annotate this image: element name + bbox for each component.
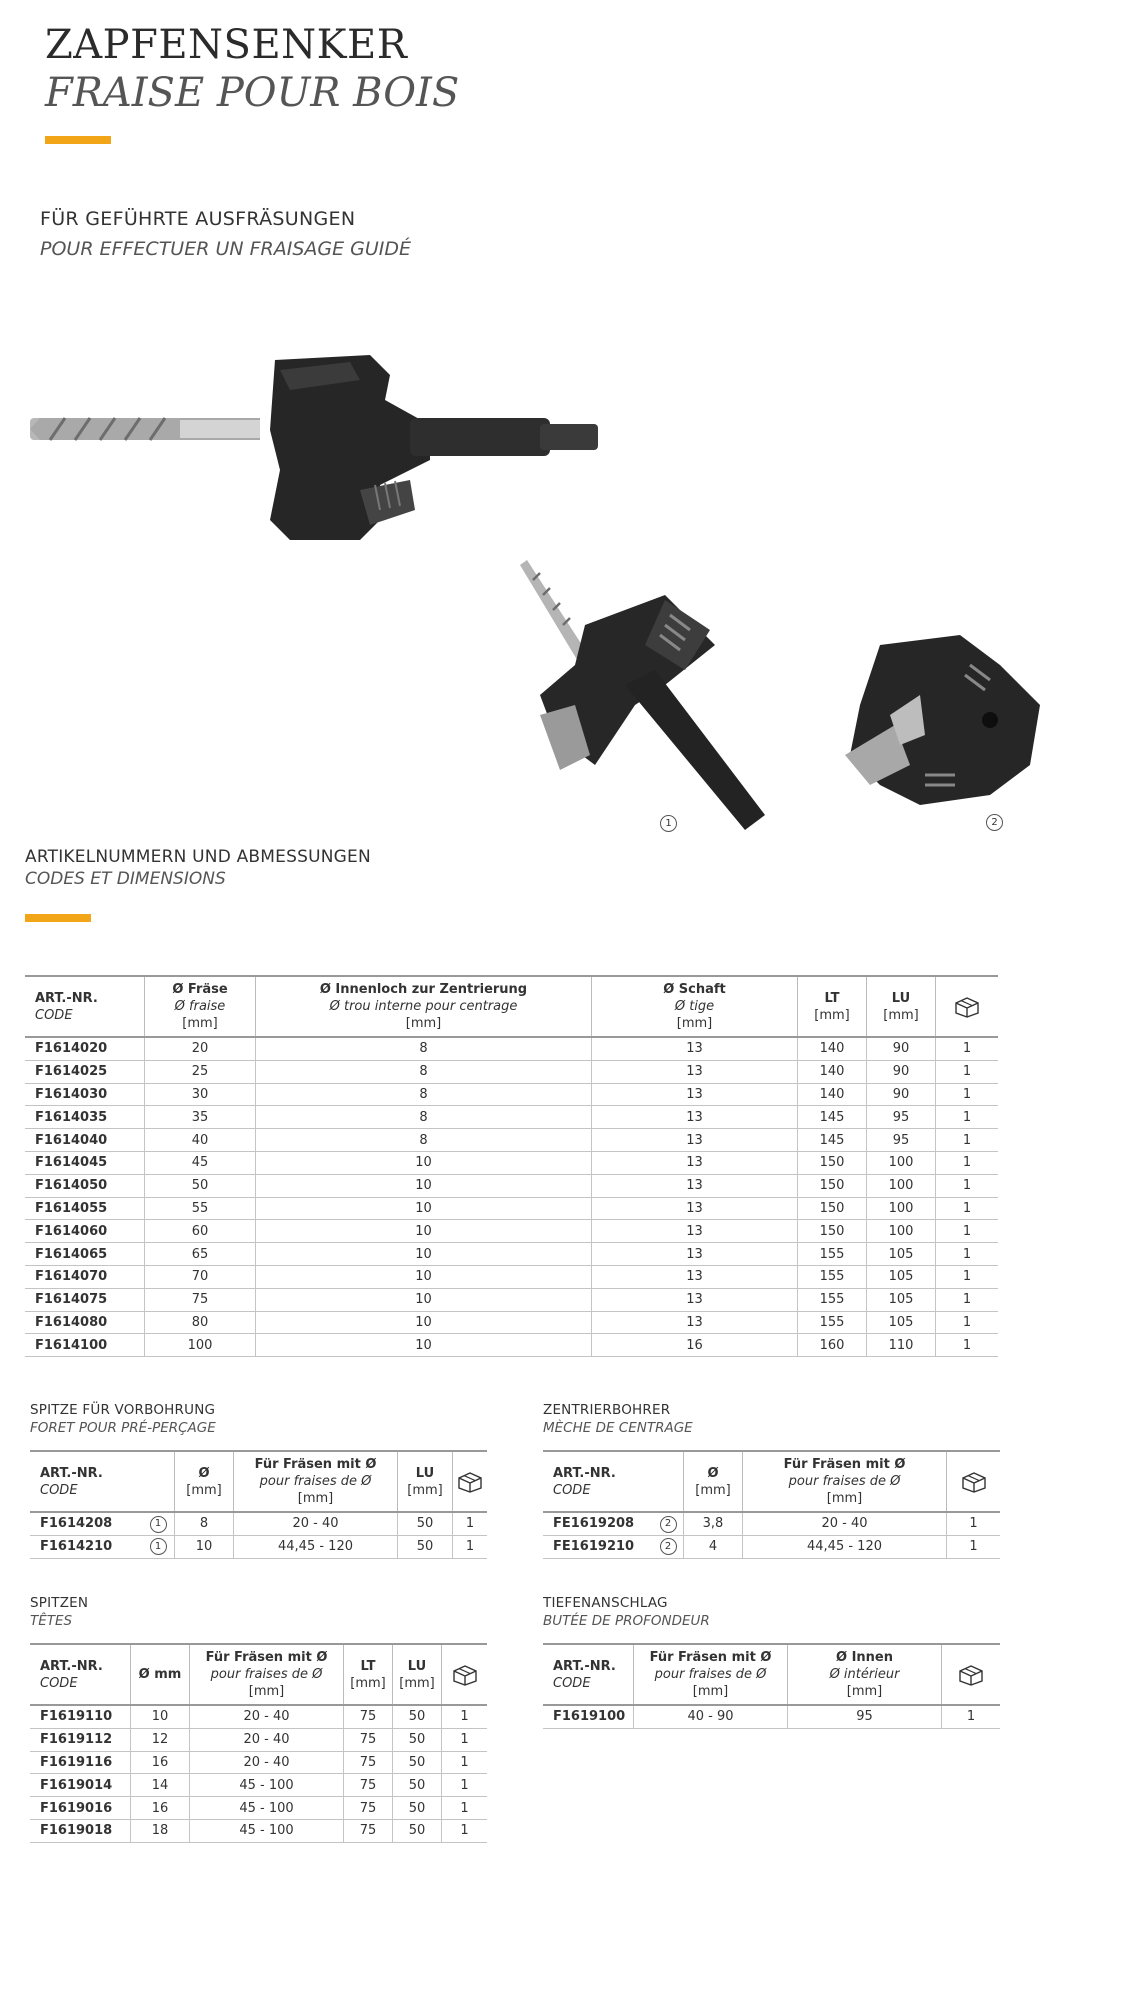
cell-fraise: 80 bbox=[145, 1311, 256, 1334]
cell-pkg: 1 bbox=[936, 1265, 999, 1288]
cell-range: 44,45 - 120 bbox=[234, 1535, 398, 1558]
cell-code: F1614060 bbox=[25, 1220, 145, 1243]
cell-pkg: 1 bbox=[936, 1151, 999, 1174]
zentrierbohrer-heading: ZENTRIERBOHRER bbox=[543, 1402, 671, 1418]
table-row bbox=[25, 1334, 998, 1357]
cell-lt: 145 bbox=[798, 1129, 867, 1152]
cell-lt: 150 bbox=[798, 1220, 867, 1243]
cell-pkg: 1 bbox=[936, 1220, 999, 1243]
page-title: ZAPFENSENKER bbox=[45, 22, 408, 68]
cell-lt: 75 bbox=[344, 1728, 393, 1751]
cell-lu: 105 bbox=[867, 1265, 936, 1288]
cell-range: 40 - 90 bbox=[634, 1705, 788, 1728]
cell-code: FE1619210 bbox=[543, 1535, 653, 1558]
cell-pkg: 1 bbox=[442, 1751, 488, 1774]
cell-hole: 10 bbox=[256, 1311, 592, 1334]
table-row bbox=[25, 1288, 998, 1311]
cell-lt: 150 bbox=[798, 1197, 867, 1220]
cell-pkg: 1 bbox=[442, 1797, 488, 1820]
table-row bbox=[543, 1535, 1000, 1558]
cell-shaft: 13 bbox=[592, 1243, 798, 1266]
cell-code: F1614050 bbox=[25, 1174, 145, 1197]
cell-lu: 50 bbox=[398, 1512, 453, 1535]
col-package bbox=[453, 1451, 488, 1512]
cell-pkg: 1 bbox=[442, 1819, 488, 1842]
cell-code: F1619110 bbox=[30, 1705, 131, 1728]
cell-lu: 100 bbox=[867, 1151, 936, 1174]
cell-lu: 90 bbox=[867, 1037, 936, 1060]
accent-bar bbox=[25, 914, 91, 922]
table-row bbox=[30, 1512, 487, 1535]
cell-shaft: 13 bbox=[592, 1083, 798, 1106]
cell-shaft: 13 bbox=[592, 1174, 798, 1197]
cell-dia: 10 bbox=[131, 1705, 190, 1728]
cell-lt: 150 bbox=[798, 1174, 867, 1197]
cell-lu: 100 bbox=[867, 1197, 936, 1220]
tiefenanschlag-heading-fr: BUTÉE DE PROFONDEUR bbox=[543, 1613, 710, 1629]
table-row bbox=[30, 1751, 487, 1774]
cell-pkg: 1 bbox=[453, 1512, 488, 1535]
col-code: ART.-NR. CODE bbox=[30, 1451, 142, 1512]
cell-pkg: 1 bbox=[936, 1174, 999, 1197]
table-row bbox=[543, 1705, 1000, 1728]
col-ref bbox=[142, 1451, 175, 1512]
cell-lt: 75 bbox=[344, 1774, 393, 1797]
cell-range: 45 - 100 bbox=[190, 1819, 344, 1842]
cell-dia: 8 bbox=[175, 1512, 234, 1535]
col-lu: LU [mm] bbox=[398, 1451, 453, 1512]
table-row bbox=[25, 1037, 998, 1060]
col-lu: LU [mm] bbox=[393, 1644, 442, 1705]
cell-dia: 3,8 bbox=[684, 1512, 743, 1535]
cell-code: F1619100 bbox=[543, 1705, 634, 1728]
col-code: ART.-NR. CODE bbox=[543, 1451, 653, 1512]
package-icon bbox=[954, 996, 980, 1018]
cell-fraise: 50 bbox=[145, 1174, 256, 1197]
table-header-row bbox=[543, 1644, 1000, 1705]
cell-code: F1619112 bbox=[30, 1728, 131, 1751]
cell-lt: 155 bbox=[798, 1288, 867, 1311]
cell-shaft: 16 bbox=[592, 1334, 798, 1357]
cell-pkg: 1 bbox=[936, 1288, 999, 1311]
cell-fraise: 35 bbox=[145, 1106, 256, 1129]
cell-fraise: 40 bbox=[145, 1129, 256, 1152]
cell-pkg: 1 bbox=[442, 1728, 488, 1751]
page-title-fr: FRAISE POUR BOIS bbox=[45, 70, 460, 116]
cell-pkg: 1 bbox=[936, 1197, 999, 1220]
table-header-row bbox=[30, 1644, 487, 1705]
cell-code: F1614025 bbox=[25, 1060, 145, 1083]
cell-ref bbox=[653, 1512, 684, 1535]
cell-hole: 10 bbox=[256, 1220, 592, 1243]
cell-pkg: 1 bbox=[453, 1535, 488, 1558]
table-row bbox=[25, 1197, 998, 1220]
cell-hole: 10 bbox=[256, 1243, 592, 1266]
cell-fraise: 65 bbox=[145, 1243, 256, 1266]
col-for: Für Fräsen mit Ø pour fraises de Ø [mm] bbox=[634, 1644, 788, 1705]
col-dia: Ø [mm] bbox=[175, 1451, 234, 1512]
cell-lu: 50 bbox=[393, 1705, 442, 1728]
cell-hole: 10 bbox=[256, 1288, 592, 1311]
col-package bbox=[936, 976, 999, 1037]
cell-pkg: 1 bbox=[442, 1774, 488, 1797]
cell-pkg: 1 bbox=[947, 1535, 1001, 1558]
cell-lt: 150 bbox=[798, 1151, 867, 1174]
cell-range: 20 - 40 bbox=[190, 1728, 344, 1751]
col-lt: LT [mm] bbox=[798, 976, 867, 1037]
product-image-head bbox=[840, 625, 1040, 815]
cell-shaft: 13 bbox=[592, 1106, 798, 1129]
table-row bbox=[30, 1705, 487, 1728]
cell-fraise: 55 bbox=[145, 1197, 256, 1220]
cell-code: FE1619208 bbox=[543, 1512, 653, 1535]
cell-lu: 50 bbox=[393, 1797, 442, 1820]
cell-fraise: 70 bbox=[145, 1265, 256, 1288]
cell-code: F1614040 bbox=[25, 1129, 145, 1152]
table-row bbox=[25, 1106, 998, 1129]
col-package bbox=[942, 1644, 1001, 1705]
cell-lu: 105 bbox=[867, 1288, 936, 1311]
cell-pkg: 1 bbox=[936, 1311, 999, 1334]
cell-range: 45 - 100 bbox=[190, 1797, 344, 1820]
cell-lt: 75 bbox=[344, 1819, 393, 1842]
cell-code: F1614030 bbox=[25, 1083, 145, 1106]
col-package bbox=[442, 1644, 488, 1705]
zentrierbohrer-heading-fr: MÈCHE DE CENTRAGE bbox=[543, 1420, 693, 1436]
product-image-angled bbox=[515, 555, 775, 835]
cell-pkg: 1 bbox=[936, 1083, 999, 1106]
col-for: Für Fräsen mit Ø pour fraises de Ø [mm] bbox=[743, 1451, 947, 1512]
cell-fraise: 30 bbox=[145, 1083, 256, 1106]
cell-lt: 75 bbox=[344, 1705, 393, 1728]
cell-pkg: 1 bbox=[442, 1705, 488, 1728]
cell-shaft: 13 bbox=[592, 1151, 798, 1174]
cell-code: F1619016 bbox=[30, 1797, 131, 1820]
cell-lu: 50 bbox=[398, 1535, 453, 1558]
cell-lt: 75 bbox=[344, 1751, 393, 1774]
cell-code: F1614100 bbox=[25, 1334, 145, 1357]
col-fraise: Ø Fräse Ø fraise [mm] bbox=[145, 976, 256, 1037]
cell-lu: 50 bbox=[393, 1728, 442, 1751]
table-row bbox=[30, 1774, 487, 1797]
cell-pkg: 1 bbox=[936, 1129, 999, 1152]
accent-bar bbox=[45, 136, 111, 144]
cell-hole: 8 bbox=[256, 1106, 592, 1129]
cell-lu: 50 bbox=[393, 1751, 442, 1774]
col-code: ART.-NR. CODE bbox=[543, 1644, 634, 1705]
col-lu: LU [mm] bbox=[867, 976, 936, 1037]
cell-hole: 8 bbox=[256, 1129, 592, 1152]
vorbohrung-table bbox=[30, 1450, 487, 1559]
cell-lt: 155 bbox=[798, 1311, 867, 1334]
table-header-row bbox=[543, 1451, 1000, 1512]
cell-lt: 155 bbox=[798, 1265, 867, 1288]
col-inner: Ø Innen Ø intérieur [mm] bbox=[788, 1644, 942, 1705]
cell-lt: 160 bbox=[798, 1334, 867, 1357]
cell-lt: 75 bbox=[344, 1797, 393, 1820]
col-code: ART.-NR. CODE bbox=[25, 976, 145, 1037]
cell-lu: 100 bbox=[867, 1174, 936, 1197]
cell-pkg: 1 bbox=[942, 1705, 1001, 1728]
cell-lu: 105 bbox=[867, 1243, 936, 1266]
cell-ref bbox=[142, 1535, 175, 1558]
cell-lu: 50 bbox=[393, 1819, 442, 1842]
cell-pkg: 1 bbox=[936, 1060, 999, 1083]
cell-dia: 16 bbox=[131, 1797, 190, 1820]
cell-range: 20 - 40 bbox=[190, 1751, 344, 1774]
cell-code: F1619018 bbox=[30, 1819, 131, 1842]
cell-hole: 8 bbox=[256, 1037, 592, 1060]
vorbohrung-heading: SPITZE FÜR VORBOHRUNG bbox=[30, 1402, 216, 1418]
cell-fraise: 20 bbox=[145, 1037, 256, 1060]
cell-lu: 95 bbox=[867, 1129, 936, 1152]
cell-lu: 50 bbox=[393, 1774, 442, 1797]
table-row bbox=[30, 1535, 487, 1558]
table-row bbox=[25, 1151, 998, 1174]
cell-hole: 10 bbox=[256, 1265, 592, 1288]
cell-shaft: 13 bbox=[592, 1311, 798, 1334]
cell-pkg: 1 bbox=[936, 1334, 999, 1357]
cell-fraise: 100 bbox=[145, 1334, 256, 1357]
cell-inner: 95 bbox=[788, 1705, 942, 1728]
cell-pkg: 1 bbox=[936, 1037, 999, 1060]
table-row bbox=[25, 1060, 998, 1083]
callout-ref: 2 bbox=[660, 1516, 677, 1533]
cell-code: F1619014 bbox=[30, 1774, 131, 1797]
table-row bbox=[25, 1220, 998, 1243]
tiefenanschlag-heading: TIEFENANSCHLAG bbox=[543, 1595, 668, 1611]
cell-dia: 16 bbox=[131, 1751, 190, 1774]
vorbohrung-heading-fr: FORET POUR PRÉ-PERÇAGE bbox=[30, 1420, 216, 1436]
table-header-row bbox=[25, 976, 998, 1037]
cell-dia: 4 bbox=[684, 1535, 743, 1558]
cell-hole: 10 bbox=[256, 1197, 592, 1220]
cell-shaft: 13 bbox=[592, 1197, 798, 1220]
table-row bbox=[30, 1819, 487, 1842]
table-row bbox=[25, 1174, 998, 1197]
col-hole: Ø Innenloch zur Zentrierung Ø trou interne pour centrage [mm] bbox=[256, 976, 592, 1037]
cell-lu: 90 bbox=[867, 1060, 936, 1083]
cell-shaft: 13 bbox=[592, 1129, 798, 1152]
col-dia: Ø mm bbox=[131, 1644, 190, 1705]
package-icon bbox=[452, 1664, 478, 1686]
spitzen-heading: SPITZEN bbox=[30, 1595, 89, 1611]
cell-lt: 140 bbox=[798, 1083, 867, 1106]
cell-dia: 10 bbox=[175, 1535, 234, 1558]
package-icon bbox=[958, 1664, 984, 1686]
callout-ref: 1 bbox=[150, 1538, 167, 1555]
cell-lt: 145 bbox=[798, 1106, 867, 1129]
cell-range: 20 - 40 bbox=[234, 1512, 398, 1535]
dimensions-table bbox=[25, 975, 998, 1357]
cell-range: 45 - 100 bbox=[190, 1774, 344, 1797]
callout-ref: 1 bbox=[150, 1516, 167, 1533]
cell-shaft: 13 bbox=[592, 1037, 798, 1060]
callout-1: 1 bbox=[660, 815, 677, 832]
subtitle-fr: POUR EFFECTUER UN FRAISAGE GUIDÉ bbox=[40, 238, 412, 260]
col-dia: Ø [mm] bbox=[684, 1451, 743, 1512]
callout-ref: 2 bbox=[660, 1538, 677, 1555]
cell-range: 20 - 40 bbox=[190, 1705, 344, 1728]
table-row bbox=[543, 1512, 1000, 1535]
cell-code: F1619116 bbox=[30, 1751, 131, 1774]
cell-hole: 8 bbox=[256, 1060, 592, 1083]
cell-code: F1614070 bbox=[25, 1265, 145, 1288]
cell-range: 44,45 - 120 bbox=[743, 1535, 947, 1558]
cell-code: F1614065 bbox=[25, 1243, 145, 1266]
cell-lu: 100 bbox=[867, 1220, 936, 1243]
zentrierbohrer-table bbox=[543, 1450, 1000, 1559]
package-icon bbox=[961, 1471, 987, 1493]
cell-range: 20 - 40 bbox=[743, 1512, 947, 1535]
product-image-assembly bbox=[30, 340, 600, 550]
cell-shaft: 13 bbox=[592, 1220, 798, 1243]
cell-code: F1614080 bbox=[25, 1311, 145, 1334]
table-row bbox=[25, 1129, 998, 1152]
spitzen-heading-fr: TÊTES bbox=[30, 1613, 73, 1629]
col-code: ART.-NR. CODE bbox=[30, 1644, 131, 1705]
cell-code: F1614055 bbox=[25, 1197, 145, 1220]
cell-shaft: 13 bbox=[592, 1288, 798, 1311]
cell-fraise: 45 bbox=[145, 1151, 256, 1174]
cell-dia: 18 bbox=[131, 1819, 190, 1842]
cell-fraise: 25 bbox=[145, 1060, 256, 1083]
table-row bbox=[25, 1243, 998, 1266]
section-heading: ARTIKELNUMMERN UND ABMESSUNGEN bbox=[25, 847, 371, 867]
callout-2: 2 bbox=[986, 814, 1003, 831]
cell-hole: 10 bbox=[256, 1334, 592, 1357]
table-header-row bbox=[30, 1451, 487, 1512]
table-row bbox=[30, 1728, 487, 1751]
cell-hole: 10 bbox=[256, 1151, 592, 1174]
cell-ref bbox=[142, 1512, 175, 1535]
cell-pkg: 1 bbox=[936, 1106, 999, 1129]
cell-hole: 10 bbox=[256, 1174, 592, 1197]
cell-code: F1614035 bbox=[25, 1106, 145, 1129]
cell-ref bbox=[653, 1535, 684, 1558]
cell-fraise: 75 bbox=[145, 1288, 256, 1311]
col-lt: LT [mm] bbox=[344, 1644, 393, 1705]
cell-dia: 12 bbox=[131, 1728, 190, 1751]
cell-code: F1614045 bbox=[25, 1151, 145, 1174]
col-shaft: Ø Schaft Ø tige [mm] bbox=[592, 976, 798, 1037]
cell-code: F1614020 bbox=[25, 1037, 145, 1060]
cell-shaft: 13 bbox=[592, 1265, 798, 1288]
cell-fraise: 60 bbox=[145, 1220, 256, 1243]
cell-code: F1614075 bbox=[25, 1288, 145, 1311]
cell-pkg: 1 bbox=[936, 1243, 999, 1266]
col-for: Für Fräsen mit Ø pour fraises de Ø [mm] bbox=[190, 1644, 344, 1705]
package-icon bbox=[457, 1471, 483, 1493]
cell-hole: 8 bbox=[256, 1083, 592, 1106]
table-row bbox=[30, 1797, 487, 1820]
cell-lu: 90 bbox=[867, 1083, 936, 1106]
spitzen-table bbox=[30, 1643, 487, 1843]
section-heading-fr: CODES ET DIMENSIONS bbox=[25, 869, 226, 889]
col-for: Für Fräsen mit Ø pour fraises de Ø [mm] bbox=[234, 1451, 398, 1512]
col-package bbox=[947, 1451, 1001, 1512]
cell-lu: 95 bbox=[867, 1106, 936, 1129]
table-row bbox=[25, 1083, 998, 1106]
cell-lu: 110 bbox=[867, 1334, 936, 1357]
cell-code: F1614208 bbox=[30, 1512, 142, 1535]
cell-lu: 105 bbox=[867, 1311, 936, 1334]
col-ref bbox=[653, 1451, 684, 1512]
table-row bbox=[25, 1265, 998, 1288]
cell-code: F1614210 bbox=[30, 1535, 142, 1558]
cell-lt: 155 bbox=[798, 1243, 867, 1266]
cell-lt: 140 bbox=[798, 1037, 867, 1060]
cell-lt: 140 bbox=[798, 1060, 867, 1083]
cell-shaft: 13 bbox=[592, 1060, 798, 1083]
subtitle: FÜR GEFÜHRTE AUSFRÄSUNGEN bbox=[40, 208, 356, 230]
cell-pkg: 1 bbox=[947, 1512, 1001, 1535]
cell-dia: 14 bbox=[131, 1774, 190, 1797]
tiefenanschlag-table bbox=[543, 1643, 1000, 1729]
table-row bbox=[25, 1311, 998, 1334]
